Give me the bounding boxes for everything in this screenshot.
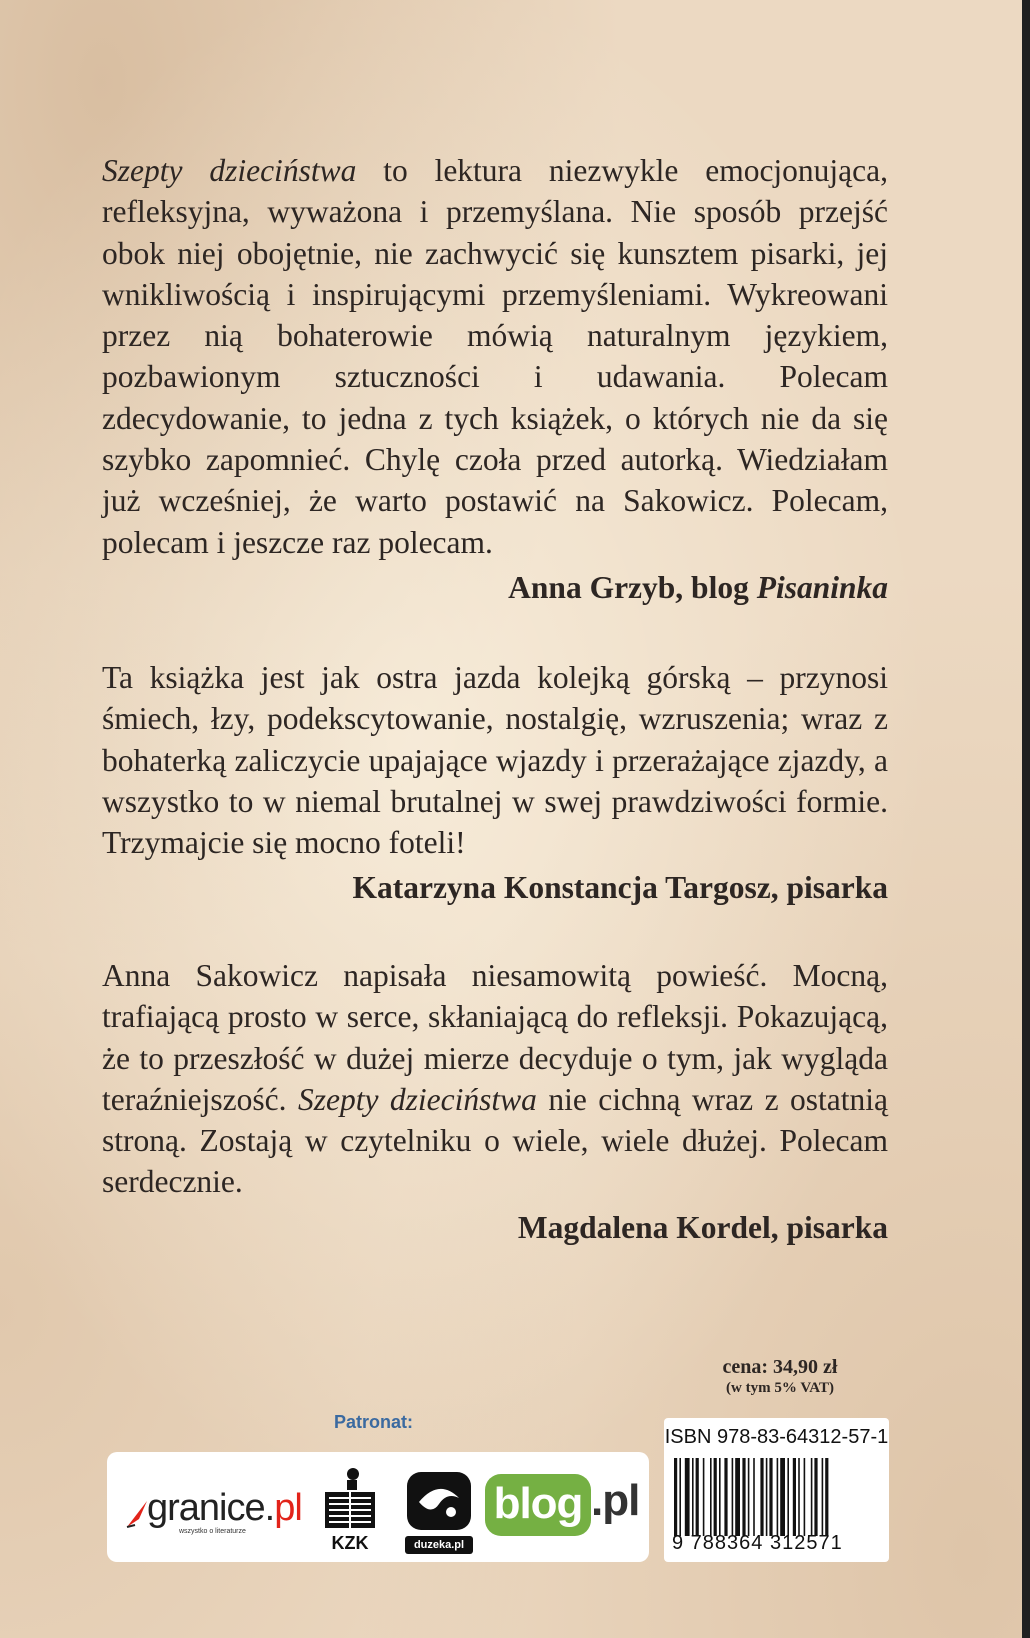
kzk-text: KZK xyxy=(331,1533,369,1553)
book-title-italic: Szepty dzieciństwa xyxy=(297,1081,537,1117)
granice-tagline: wszystko o literaturze xyxy=(179,1528,246,1535)
review-text: nie cichną wraz z ostatnią stroną. Zostają w czytelniku o wiele, wiele dłużej. Polecam serdecznie. xyxy=(102,1081,888,1200)
patron-logos-panel xyxy=(107,1452,649,1562)
review-text: Ta książka jest jak ostra jazda kolejką górską – przynosi śmiech, łzy, podekscytowanie, nostalgię, wzruszenia; wraz z bohaterką zaliczycie upajające wjazdy i przerażające zjazdy, a wszystko to w niemal brutalnej w swej prawdziwości formie. Trzymajcie się mocno foteli! xyxy=(102,660,888,861)
kzk-logo xyxy=(317,1466,383,1554)
review-quote-2 xyxy=(102,657,888,863)
price-vat: (w tym 5% VAT) xyxy=(726,1380,834,1396)
barcode-icon xyxy=(674,1458,879,1536)
blog-name: Pisaninka xyxy=(756,570,888,605)
scan-edge xyxy=(1022,0,1030,1638)
isbn-barcode-panel xyxy=(664,1418,889,1562)
signature-name: Anna Grzyb, blog xyxy=(508,570,757,605)
review-text: to lektura niezwykle emocjonująca, refleksyjna, wyważona i przemyślana. Nie sposób przejść obok niej obojętnie, nie zachwycić się kunsztem pisarki, jej wnikliwością i inspirującymi przemyśleniami. Wykreowani przez nią bohaterowie mówią naturalnym językiem, pozbawionym sztuczności i udawania. Polecam zdecydowanie, to jedna z tych książek, o których nie da się szybko zapomnieć. Chylę czoła przed autorką. Wiedziałam już wcześniej, że warto postawić na Sakowicz. Polecam, polecam i jeszcze raz polecam. xyxy=(102,153,888,560)
blog-pl-suffix: .pl xyxy=(591,1476,640,1525)
review-quote-3 xyxy=(102,955,888,1203)
review-signature-2: Katarzyna Konstancja Targosz, pisarka xyxy=(352,870,888,905)
blog-text: blog xyxy=(485,1474,591,1536)
review-signature-3: Magdalena Kordel, pisarka xyxy=(517,1210,888,1245)
granice-text: granice. xyxy=(147,1487,275,1529)
isbn-label: ISBN 978-83-64312-57-1 xyxy=(664,1426,889,1448)
granice-logo xyxy=(117,1487,307,1537)
duzeka-emblem-icon xyxy=(403,1468,475,1534)
patronage-label: Patronat: xyxy=(334,1412,414,1432)
blog-pl-logo xyxy=(485,1474,639,1538)
granice-pl: pl xyxy=(274,1487,302,1529)
book-title-italic: Szepty dzieciństwa xyxy=(102,153,357,188)
book-stack-icon xyxy=(317,1466,383,1530)
review-quote-1 xyxy=(102,150,888,563)
duzeka-text: duzeka.pl xyxy=(405,1536,473,1554)
duzeka-logo xyxy=(403,1468,475,1554)
price-label: cena: 34,90 zł xyxy=(722,1356,838,1378)
review-text: Anna Sakowicz napisała niesamowitą powieść. Mocną, trafiającą prosto w serce, skłaniającą do refleksji. Pokazującą, że to przeszłość w dużej mierze decyduje o tym, jak wygląda teraźniejszość. xyxy=(102,958,888,1117)
review-signature-1 xyxy=(102,567,888,608)
barcode-digits: 9 788364 312571 xyxy=(672,1532,843,1554)
